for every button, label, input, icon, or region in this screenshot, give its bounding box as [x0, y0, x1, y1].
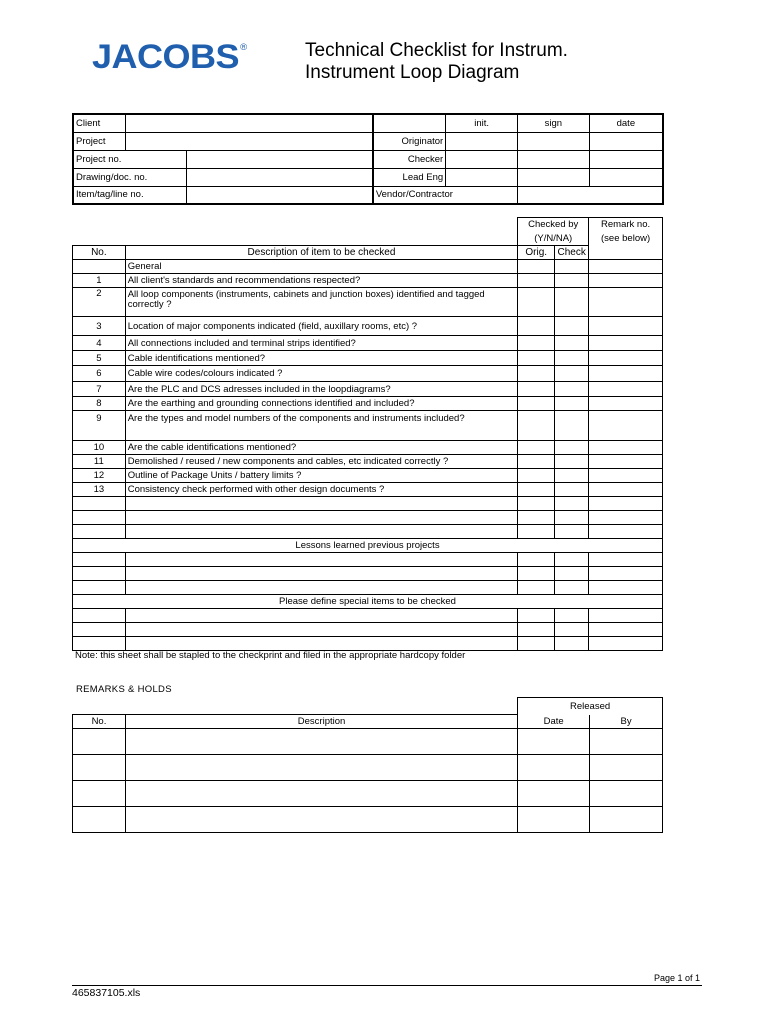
remark-no-header: Remark no. — [589, 218, 663, 232]
project-label: Project — [73, 132, 126, 150]
vendor-label: Vendor/Contractor — [373, 186, 518, 204]
remark-cell[interactable] — [589, 274, 663, 288]
item-text: Are the earthing and grounding connections identified and included? — [125, 397, 518, 411]
orig-cell[interactable] — [518, 317, 555, 336]
special-no[interactable] — [73, 637, 126, 651]
lead-eng-label: Lead Eng — [373, 168, 446, 186]
item-text: Consistency check performed with other design documents ? — [125, 483, 518, 497]
released-header: Released — [518, 698, 663, 715]
project-no-field[interactable] — [187, 150, 373, 168]
logo-text: JACOBS — [92, 38, 240, 76]
remark-cell[interactable] — [589, 317, 663, 336]
remark-cell[interactable] — [589, 336, 663, 351]
extra-no[interactable] — [73, 525, 126, 539]
remark-no-cell[interactable] — [73, 781, 126, 807]
item-text: Are the types and model numbers of the components and instruments included? — [125, 411, 518, 441]
check-cell[interactable] — [555, 397, 589, 411]
special-desc[interactable] — [125, 637, 518, 651]
date-header: date — [589, 114, 663, 132]
check-cell[interactable] — [555, 366, 589, 382]
remark-cell[interactable] — [589, 469, 663, 483]
originator-sign[interactable] — [517, 132, 589, 150]
extra-no[interactable] — [73, 511, 126, 525]
lessons-desc[interactable] — [125, 567, 518, 581]
remark-by-cell[interactable] — [590, 781, 663, 807]
remark-cell[interactable] — [589, 623, 663, 637]
footer-divider — [72, 985, 702, 986]
remark-no-cell[interactable] — [73, 807, 126, 833]
item-tag-field[interactable] — [187, 186, 373, 204]
checker-date[interactable] — [589, 150, 663, 168]
orig-cell[interactable] — [518, 455, 555, 469]
item-text: All client's standards and recommendations respected? — [125, 274, 518, 288]
remark-by-cell[interactable] — [590, 729, 663, 755]
check-cell[interactable] — [555, 455, 589, 469]
check-cell[interactable] — [555, 274, 589, 288]
check-cell[interactable] — [555, 623, 589, 637]
orig-cell[interactable] — [518, 336, 555, 351]
orig-cell[interactable] — [518, 351, 555, 366]
info-table — [72, 113, 664, 205]
remark-cell[interactable] — [589, 366, 663, 382]
item-text: Demolished / reused / new components and cables, etc indicated correctly ? — [125, 455, 518, 469]
checker-init[interactable] — [446, 150, 518, 168]
jacobs-logo — [92, 38, 247, 77]
page-number: Page 1 of 1 — [654, 973, 701, 983]
orig-cell[interactable] — [518, 366, 555, 382]
item-tag-label: Item/tag/line no. — [73, 186, 187, 204]
orig-cell[interactable] — [518, 483, 555, 497]
item-text: All loop components (instruments, cabinets and junction boxes) identified and tagged correctly ? — [125, 288, 518, 317]
checked-by-sub: (Y/N/NA) — [518, 232, 589, 246]
orig-cell[interactable] — [518, 274, 555, 288]
remark-cell[interactable] — [589, 525, 663, 539]
check-cell[interactable] — [555, 351, 589, 366]
item-no: 6 — [73, 366, 126, 382]
orig-cell[interactable] — [518, 397, 555, 411]
orig-cell[interactable] — [518, 567, 555, 581]
item-no: 11 — [73, 455, 126, 469]
special-desc[interactable] — [125, 609, 518, 623]
orig-cell[interactable] — [518, 609, 555, 623]
remark-cell[interactable] — [589, 483, 663, 497]
check-cell[interactable] — [555, 411, 589, 441]
blank-cell — [373, 114, 446, 132]
remark-cell[interactable] — [589, 637, 663, 651]
item-no: 12 — [73, 469, 126, 483]
remarks-col-by: By — [590, 715, 663, 729]
special-items-header: Please define special items to be checked — [73, 595, 663, 609]
remark-cell[interactable] — [589, 441, 663, 455]
lead-eng-date[interactable] — [589, 168, 663, 186]
lead-eng-sign[interactable] — [517, 168, 589, 186]
checked-by-header: Checked by — [518, 218, 589, 232]
special-no[interactable] — [73, 623, 126, 637]
checklist-table — [72, 217, 663, 651]
remark-cell[interactable] — [589, 497, 663, 511]
item-text: Are the cable identifications mentioned? — [125, 441, 518, 455]
remark-cell[interactable] — [589, 455, 663, 469]
check-cell[interactable] — [555, 483, 589, 497]
extra-desc[interactable] — [125, 525, 518, 539]
item-text: All connections included and terminal strips identified? — [125, 336, 518, 351]
check-cell[interactable] — [555, 525, 589, 539]
remark-no-cell[interactable] — [73, 755, 126, 781]
remark-date-cell[interactable] — [518, 755, 590, 781]
check-cell[interactable] — [555, 637, 589, 651]
orig-cell[interactable] — [518, 411, 555, 441]
orig-cell[interactable] — [518, 288, 555, 317]
check-cell[interactable] — [555, 553, 589, 567]
remarks-col-desc: Description — [125, 715, 517, 729]
orig-cell[interactable] — [518, 525, 555, 539]
extra-desc[interactable] — [125, 511, 518, 525]
item-no: 9 — [73, 411, 126, 441]
page-title-line2: Instrument Loop Diagram — [305, 62, 520, 83]
item-no: 2 — [73, 288, 126, 317]
remark-cell[interactable] — [589, 351, 663, 366]
remark-cell[interactable] — [589, 609, 663, 623]
item-text: Outline of Package Units / battery limits ? — [125, 469, 518, 483]
remark-cell[interactable] — [589, 553, 663, 567]
orig-cell[interactable] — [518, 511, 555, 525]
col-orig-header: Orig. — [518, 246, 555, 260]
item-text: Are the PLC and DCS adresses included in the loopdiagrams? — [125, 382, 518, 397]
item-no: 4 — [73, 336, 126, 351]
checker-sign[interactable] — [517, 150, 589, 168]
check-cell[interactable] — [555, 317, 589, 336]
check-cell[interactable] — [555, 441, 589, 455]
item-no: 1 — [73, 274, 126, 288]
remark-date-cell[interactable] — [518, 781, 590, 807]
check-cell[interactable] — [555, 382, 589, 397]
orig-cell[interactable] — [518, 469, 555, 483]
item-no: 8 — [73, 397, 126, 411]
remark-cell[interactable] — [589, 397, 663, 411]
remark-cell[interactable] — [589, 382, 663, 397]
remark-desc-cell[interactable] — [125, 729, 517, 755]
remark-date-cell[interactable] — [518, 729, 590, 755]
col-no-header: No. — [73, 246, 126, 260]
lessons-learned-header: Lessons learned previous projects — [73, 539, 663, 553]
drawing-label: Drawing/doc. no. — [73, 168, 187, 186]
remark-desc-cell[interactable] — [125, 781, 517, 807]
remark-cell[interactable] — [589, 511, 663, 525]
lessons-no[interactable] — [73, 567, 126, 581]
checklist-note: Note: this sheet shall be stapled to the checkprint and filed in the appropriate hardcopy folder — [75, 650, 466, 661]
lessons-desc[interactable] — [125, 581, 518, 595]
orig-cell[interactable] — [518, 581, 555, 595]
check-cell[interactable] — [555, 288, 589, 317]
project-no-label: Project no. — [73, 150, 187, 168]
client-label: Client — [73, 114, 126, 132]
remarks-col-date: Date — [518, 715, 590, 729]
orig-cell[interactable] — [518, 497, 555, 511]
originator-label: Originator — [373, 132, 446, 150]
remark-by-cell[interactable] — [590, 807, 663, 833]
item-text: Location of major components indicated (field, auxillary rooms, etc) ? — [125, 317, 518, 336]
lessons-desc[interactable] — [125, 553, 518, 567]
check-cell[interactable] — [555, 567, 589, 581]
item-text: Cable wire codes/colours indicated ? — [125, 366, 518, 382]
vendor-field[interactable] — [517, 186, 663, 204]
orig-cell[interactable] — [518, 637, 555, 651]
special-desc[interactable] — [125, 623, 518, 637]
remark-cell[interactable] — [589, 567, 663, 581]
orig-cell[interactable] — [518, 382, 555, 397]
lessons-no[interactable] — [73, 553, 126, 567]
check-cell[interactable] — [555, 511, 589, 525]
client-field[interactable] — [126, 114, 373, 132]
lead-eng-init[interactable] — [446, 168, 518, 186]
orig-cell[interactable] — [518, 441, 555, 455]
item-no: 5 — [73, 351, 126, 366]
project-field[interactable] — [126, 132, 373, 150]
item-no: 13 — [73, 483, 126, 497]
remarks-title: REMARKS & HOLDS — [76, 684, 172, 695]
extra-no[interactable] — [73, 497, 126, 511]
remark-cell[interactable] — [589, 411, 663, 441]
col-check-header: Check — [555, 246, 589, 260]
check-cell[interactable] — [555, 497, 589, 511]
orig-cell[interactable] — [518, 623, 555, 637]
check-cell[interactable] — [555, 581, 589, 595]
remark-no-cell[interactable] — [73, 729, 126, 755]
remark-desc-cell[interactable] — [125, 807, 517, 833]
item-no: 3 — [73, 317, 126, 336]
orig-cell[interactable] — [518, 553, 555, 567]
check-cell[interactable] — [555, 469, 589, 483]
extra-desc[interactable] — [125, 497, 518, 511]
general-label: General — [125, 260, 518, 274]
sign-header: sign — [517, 114, 589, 132]
remark-blank — [589, 246, 663, 260]
logo-registered-mark: ® — [240, 42, 247, 52]
remarks-table — [72, 697, 663, 833]
item-text: Cable identifications mentioned? — [125, 351, 518, 366]
drawing-field[interactable] — [187, 168, 373, 186]
col-desc-header: Description of item to be checked — [125, 246, 518, 260]
remark-date-cell[interactable] — [518, 807, 590, 833]
check-cell[interactable] — [555, 609, 589, 623]
checker-label: Checker — [373, 150, 446, 168]
page-title-line1: Technical Checklist for Instrum. — [305, 40, 568, 61]
lessons-no[interactable] — [73, 581, 126, 595]
originator-date[interactable] — [589, 132, 663, 150]
special-no[interactable] — [73, 609, 126, 623]
item-no: 7 — [73, 382, 126, 397]
init-header: init. — [446, 114, 518, 132]
item-no: 10 — [73, 441, 126, 455]
remark-cell[interactable] — [589, 288, 663, 317]
check-cell[interactable] — [555, 336, 589, 351]
remark-cell[interactable] — [589, 581, 663, 595]
originator-init[interactable] — [446, 132, 518, 150]
remark-by-cell[interactable] — [590, 755, 663, 781]
remarks-col-no: No. — [73, 715, 126, 729]
file-name: 465837105.xls — [72, 987, 141, 999]
remark-no-sub: (see below) — [589, 232, 663, 246]
remark-desc-cell[interactable] — [125, 755, 517, 781]
